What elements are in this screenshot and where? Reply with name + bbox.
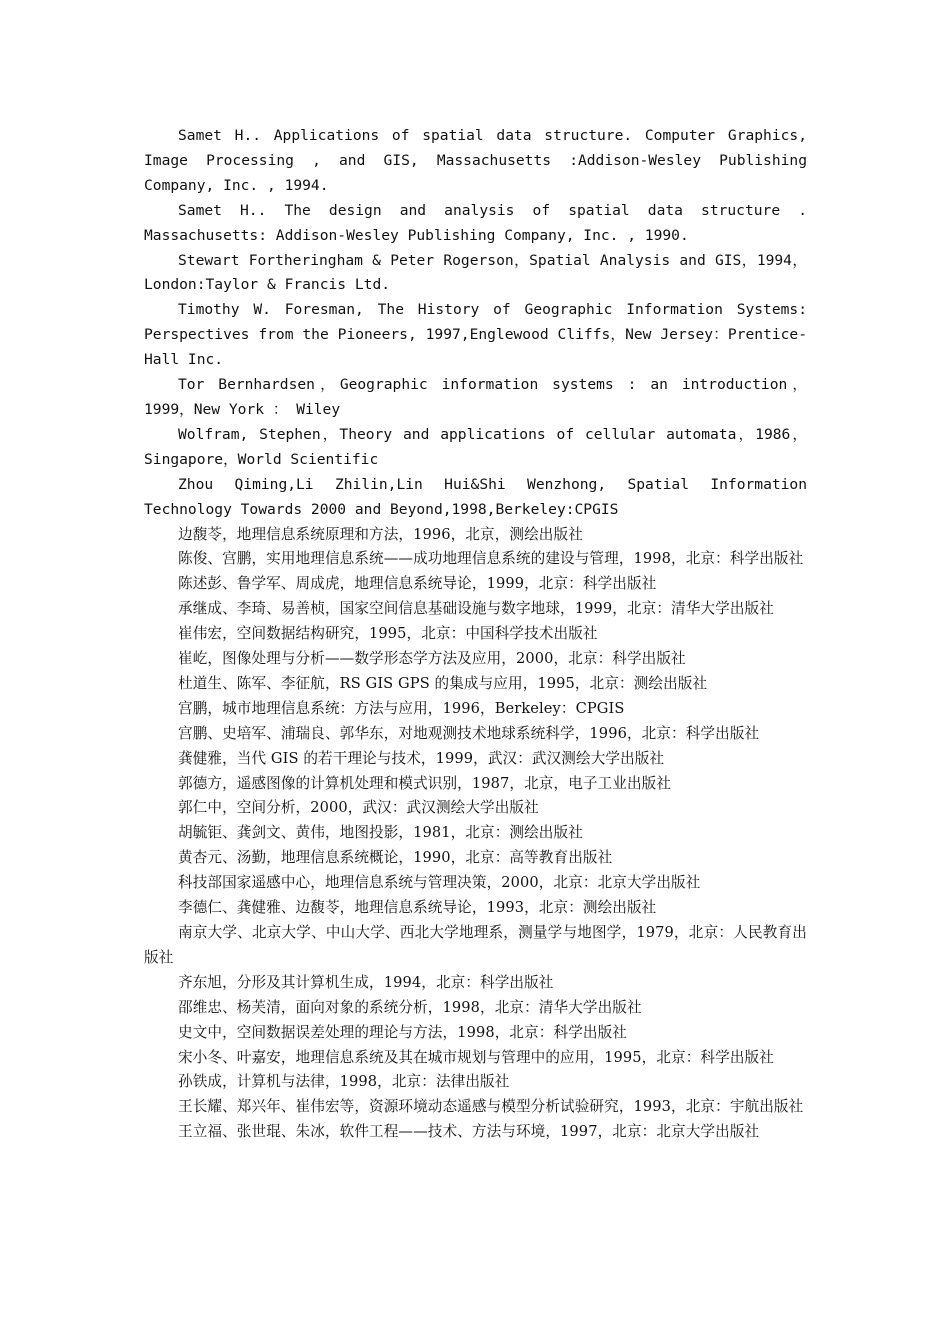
reference-entry: Samet H.. Applications of spatial data structure. Computer Graphics, Image Processing , and GIS, Massachusetts :Addison-Wesley Publishing Company, Inc. , 1994. [144, 127, 807, 194]
reference-entry: 黄杏元、汤勤，地理信息系统概论，1990，北京：高等教育出版社 [178, 849, 613, 867]
reference-entry: 崔伟宏，空间数据结构研究，1995，北京：中国科学技术出版社 [178, 625, 598, 643]
reference-entry: 齐东旭，分形及其计算机生成，1994，北京：科学出版社 [178, 973, 554, 991]
reference-entry: 宋小冬、叶嘉安，地理信息系统及其在城市规划与管理中的应用，1995，北京：科学出版社 [178, 1048, 774, 1066]
reference-entry: 崔屹，图像处理与分析——数学形态学方法及应用，2000，北京：科学出版社 [178, 650, 686, 668]
reference-entry: 杜道生、陈军、李征航，RS GIS GPS 的集成与应用，1995，北京：测绘出版社 [178, 674, 708, 692]
reference-entry: 胡毓钜、龚剑文、黄伟，地图投影，1981，北京：测绘出版社 [178, 824, 583, 842]
reference-entry: Wolfram, Stephen，Theory and applications of cellular automata，1986，Singapore，World Scientific [144, 425, 807, 468]
reference-entry: 史文中，空间数据误差处理的理论与方法，1998，北京：科学出版社 [178, 1023, 627, 1041]
reference-entry: 边馥苓，地理信息系统原理和方法，1996，北京，测绘出版社 [178, 525, 583, 543]
reference-entry: Zhou Qiming,Li Zhilin,Lin Hui&Shi Wenzhong, Spatial Information Technology Towards 2000 and Beyond,1998,Berkeley:CPGIS [144, 475, 807, 518]
reference-entry: 李德仁、龚健雅、边馥苓，地理信息系统导论，1993，北京：测绘出版社 [178, 899, 657, 917]
reference-entry: Timothy W. Foresman, The History of Geographic Information Systems: Perspectives from the Pioneers, 1997,Englewood Cliffs，New Jersey：Prentice-Hall Inc. [144, 301, 807, 369]
reference-entry: 承继成、李琦、易善桢，国家空间信息基础设施与数字地球，1999，北京：清华大学出版社 [178, 600, 774, 618]
reference-entry: 王长耀、郑兴年、崔伟宏等，资源环境动态遥感与模型分析试验研究，1993，北京：宇航出版社 [178, 1098, 804, 1116]
reference-entry: 邵维忠、杨芙清，面向对象的系统分析，1998，北京：清华大学出版社 [178, 998, 642, 1016]
reference-entry: Samet H.. The design and analysis of spatial data structure . Massachusetts: Addison-Wesley Publishing Company, Inc. , 1990. [144, 201, 807, 244]
reference-entry: 陈俊、宫鹏，实用地理信息系统——成功地理信息系统的建设与管理，1998，北京：科学出版社 [178, 550, 804, 568]
reference-entry: 孙铁成，计算机与法律，1998，北京：法律出版社 [178, 1073, 510, 1091]
reference-entry: Stewart Fortheringham & Peter Rogerson，Spatial Analysis and GIS，1994，London:Taylor & Francis Ltd. [144, 251, 807, 294]
reference-entry: 陈述彭、鲁学军、周成虎，地理信息系统导论，1999，北京：科学出版社 [178, 575, 657, 593]
reference-entry: 郭德方，遥感图像的计算机处理和模式识别，1987，北京，电子工业出版社 [178, 774, 672, 792]
reference-entry: 科技部国家遥感中心，地理信息系统与管理决策，2000，北京：北京大学出版社 [178, 874, 701, 892]
reference-entry: 郭仁中，空间分析，2000，武汉：武汉测绘大学出版社 [178, 799, 539, 817]
reference-entry: 宫鹏，城市地理信息系统：方法与应用，1996，Berkeley：CPGIS [178, 699, 625, 717]
reference-entry: 宫鹏、史培军、浦瑞良、郭华东，对地观测技术地球系统科学，1996，北京：科学出版社 [178, 724, 760, 742]
reference-entry: 南京大学、北京大学、中山大学、西北大学地理系，测量学与地图学，1979，北京：人民教育出版社 [144, 924, 807, 966]
reference-entry: Tor Bernhardsen，Geographic information systems : an introduction，1999，New York ： Wiley [144, 376, 807, 418]
reference-list [144, 124, 807, 1145]
reference-entry: 王立福、张世琨、朱冰，软件工程——技术、方法与环境，1997，北京：北京大学出版社 [178, 1123, 760, 1141]
reference-entry: 龚健雅，当代 GIS 的若干理论与技术，1999，武汉：武汉测绘大学出版社 [178, 749, 665, 767]
